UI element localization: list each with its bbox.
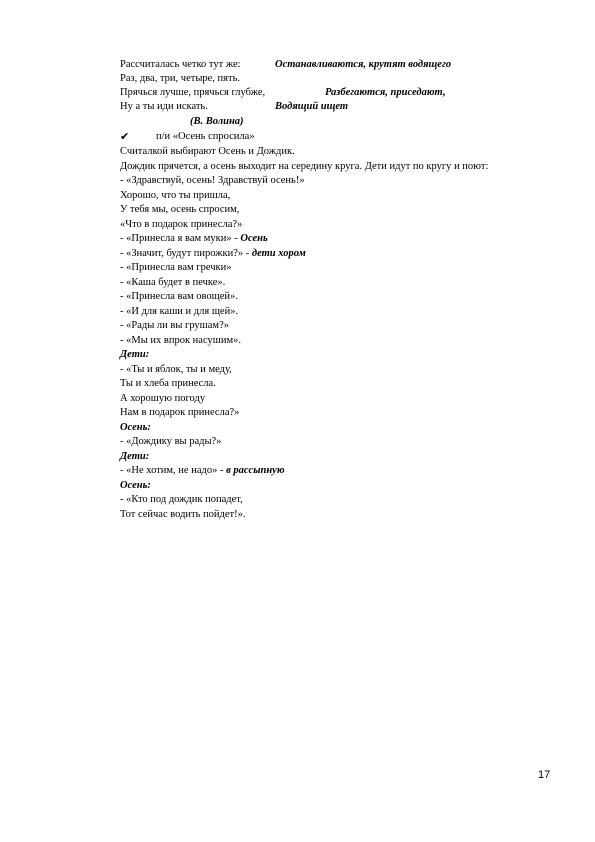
text-line (120, 247, 306, 260)
text-line (120, 508, 246, 521)
text-line (120, 174, 305, 187)
game-title: п/и «Осень спросила» (156, 131, 255, 142)
poem-author: (В. Волина) (190, 116, 244, 127)
poem-line (120, 100, 208, 113)
text-line (120, 319, 229, 332)
speaker-text: Дети: (120, 451, 150, 462)
stage-direction: Останавливаются, крутят водящего (275, 59, 452, 70)
text-line (120, 435, 221, 448)
text-line (120, 363, 232, 376)
line-text: Рассчиталась четко тут же: (120, 59, 241, 70)
line-text: - «Значит, будут пирожки?» - (120, 248, 250, 259)
text-line (120, 203, 239, 216)
line-text: - «Каша будет в печке». (120, 277, 226, 288)
line-text: Дождик прячется, а осень выходит на середину круга. Дети идут по кругу и поют: (120, 161, 489, 172)
text-line (120, 305, 238, 318)
line-text: - «Не хотим, не надо» - (120, 465, 224, 476)
line-text: - «И для каши и для щей». (120, 306, 239, 317)
line-text: - «Кто под дождик попадет, (120, 494, 243, 505)
line-text: Ты и хлеба принесла. (120, 378, 216, 389)
line-text: А хорошую погоду (120, 393, 206, 404)
text-line (120, 290, 238, 303)
text-line (120, 189, 230, 202)
line-text: «Что в подарок принесла?» (120, 219, 243, 230)
line-text: Раз, два, три, четыре, пять. (120, 73, 241, 84)
line-text: - «Принесла вам овощей». (120, 291, 238, 302)
line-text: - «Здравствуй, осень! Здравствуй осень!» (120, 175, 305, 186)
line-text: Считалкой выбирают Осень и Дождик. (120, 146, 295, 157)
stage-direction: Разбегаются, приседают, (325, 87, 446, 98)
line-text: - «Принесла вам гречки» (120, 262, 232, 273)
poem-line (120, 58, 241, 71)
poem-line (120, 86, 265, 99)
speaker-label (120, 421, 151, 434)
line-text: Хорошо, что ты пришла, (120, 190, 231, 201)
line-text: У тебя мы, осень спросим, (120, 204, 240, 215)
line-text: Прячься лучше, прячься глубже, (120, 87, 266, 98)
text-line (120, 276, 225, 289)
speaker-text: Осень: (120, 422, 151, 433)
line-text: - «Мы их впрок насушим». (120, 335, 241, 346)
poem-line (120, 72, 240, 85)
line-text: Нам в подарок принесла?» (120, 407, 240, 418)
line-text: - «Ты и яблок, ты и меду, (120, 364, 232, 375)
text-line (120, 145, 295, 158)
line-text: Тот сейчас водить пойдет!». (120, 509, 246, 520)
text-line (120, 334, 241, 347)
role-note: дети хором (251, 248, 306, 259)
text-line (120, 406, 239, 419)
line-text: - «Принесла я вам муки» - (120, 233, 238, 244)
text-line (120, 232, 268, 245)
line-text: - «Дождику вы рады?» (120, 436, 222, 447)
page-number: 17 (538, 769, 551, 781)
role-note: Осень (240, 233, 268, 244)
stage-direction: Водящий ищет (275, 101, 349, 112)
text-line (120, 218, 242, 231)
text-line (120, 261, 232, 274)
text-line (120, 377, 216, 390)
speaker-label (120, 450, 149, 463)
line-text: Ну а ты иди искать. (120, 101, 208, 112)
text-line (120, 160, 488, 173)
line-text: - «Рады ли вы грушам?» (120, 320, 229, 331)
speaker-label (120, 348, 149, 361)
speaker-label (120, 479, 151, 492)
text-line (120, 464, 285, 477)
role-note: в рассыпную (226, 465, 285, 476)
speaker-text: Дети: (120, 349, 150, 360)
text-line (120, 493, 243, 506)
speaker-text: Осень: (120, 480, 151, 491)
text-line (120, 392, 205, 405)
check-mark-icon: ✔ (120, 130, 130, 143)
